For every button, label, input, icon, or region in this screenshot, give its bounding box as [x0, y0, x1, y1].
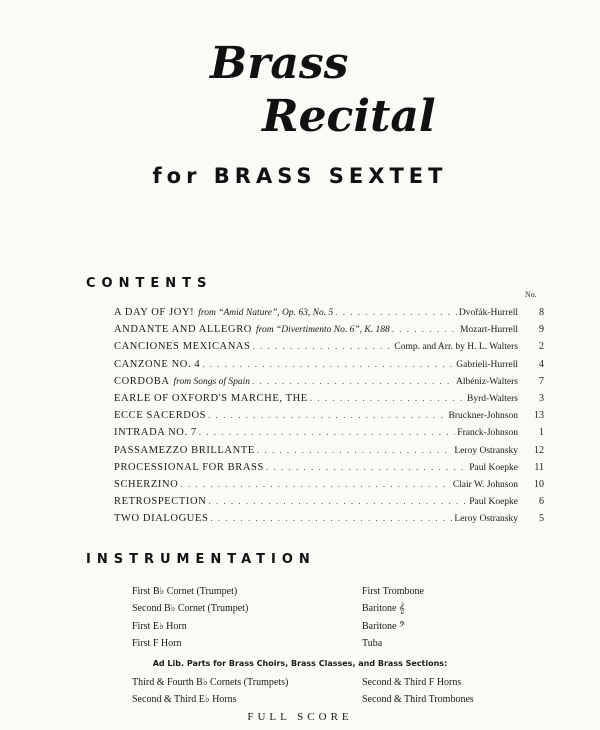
- piece-number: 4: [539, 358, 544, 370]
- piece-arranger: Franck-Johnson: [457, 428, 518, 439]
- leader-dots: [202, 359, 454, 369]
- contents-item: [114, 341, 544, 358]
- contents-list: [114, 307, 544, 530]
- piece-title: RETROSPECTION: [114, 496, 207, 508]
- leader-dots: [310, 393, 465, 403]
- piece-arranger: Albéniz-Walters: [455, 376, 518, 387]
- instrument-item: First E♭ Horn: [132, 620, 187, 632]
- contents-item: [114, 445, 544, 462]
- instrument-item: Baritone 𝄞: [362, 603, 405, 615]
- piece-number: 7: [539, 375, 544, 387]
- piece-arranger: Paul Koepke: [469, 462, 518, 473]
- piece-number: 6: [539, 496, 544, 508]
- piece-title: CANCIONES MEXICANAS: [114, 341, 251, 353]
- adlib-list-left: [132, 674, 288, 709]
- piece-source: from “Amid Nature”, Op. 63, No. 5: [198, 308, 334, 318]
- leader-dots: [253, 341, 393, 351]
- contents-heading: CONTENTS: [86, 276, 213, 291]
- piece-arranger: Gabrieli-Hurrell: [456, 359, 518, 370]
- instrument-list-right: [362, 583, 424, 653]
- subtitle: for BRASS SEXTET: [152, 164, 448, 188]
- piece-source: from “Divertimento No. 6”, K. 188: [255, 325, 390, 336]
- leader-dots: [199, 427, 456, 437]
- piece-number: 9: [539, 324, 544, 336]
- instrument-item: Second B♭ Cornet (Trumpet): [132, 603, 249, 615]
- leader-dots: [252, 376, 454, 386]
- full-score-label: FULL SCORE: [247, 711, 353, 723]
- piece-title: ECCE SACERDOS: [114, 410, 207, 422]
- contents-item: [114, 513, 544, 530]
- number-column-label: No.: [525, 290, 537, 299]
- piece-number: 5: [539, 513, 544, 525]
- piece-number: 3: [539, 392, 544, 404]
- piece-number: 8: [539, 307, 544, 318]
- title-recital: Recital: [262, 91, 436, 142]
- piece-title: SCHERZINO: [114, 478, 179, 490]
- leader-dots: [266, 462, 467, 472]
- piece-arranger: Mozart-Hurrell: [459, 325, 518, 336]
- adlib-heading: Ad Lib. Parts for Brass Choirs, Brass Classes, and Brass Sections:: [152, 659, 448, 668]
- leader-dots: [392, 324, 458, 334]
- instrument-item: Tuba: [362, 638, 383, 650]
- leader-dots: [180, 479, 450, 489]
- instrument-item: Third & Fourth B♭ Cornets (Trumpets): [132, 677, 289, 688]
- instrument-item: Second & Third F Horns: [362, 677, 462, 688]
- piece-arranger: Leroy Ostransky: [454, 514, 518, 525]
- contents-item: [114, 324, 544, 341]
- piece-arranger: Byrd-Walters: [467, 393, 518, 404]
- piece-source: from Songs of Spain: [173, 376, 250, 387]
- leader-dots: [208, 496, 467, 506]
- instrument-item: Second & Third E♭ Horns: [132, 694, 237, 706]
- instrument-item: First B♭ Cornet (Trumpet): [132, 586, 238, 597]
- contents-item: [114, 359, 544, 376]
- instrument-item: Baritone 𝄢: [362, 620, 406, 632]
- piece-title: A DAY OF JOY!: [114, 307, 195, 318]
- adlib-list-right: [362, 674, 474, 709]
- contents-item: [114, 462, 544, 479]
- contents-item: [114, 427, 544, 444]
- contents-item: [114, 393, 544, 410]
- piece-arranger: Leroy Ostransky: [454, 445, 518, 456]
- instrument-item: First F Horn: [132, 638, 182, 650]
- piece-arranger: Dvořák-Hurrell: [458, 308, 518, 318]
- instrument-list-left: [132, 583, 248, 653]
- contents-item: [114, 410, 544, 427]
- piece-title: PROCESSIONAL FOR BRASS: [114, 461, 264, 473]
- instrument-item: Second & Third Trombones: [362, 694, 474, 706]
- piece-title: CANZONE NO. 4: [114, 358, 201, 370]
- contents-item: [114, 479, 544, 496]
- piece-title: INTRADA NO. 7: [114, 427, 197, 439]
- piece-title: EARLE OF OXFORD'S MARCHE, THE: [114, 392, 308, 404]
- piece-arranger: Bruckner-Johnson: [448, 411, 518, 422]
- instrument-item: First Trombone: [362, 586, 424, 597]
- title-brass: Brass: [210, 38, 349, 89]
- leader-dots: [257, 445, 453, 455]
- piece-title: ANDANTE AND ALLEGRO: [114, 324, 252, 336]
- piece-arranger: Clair W. Johnson: [452, 479, 518, 490]
- piece-title: CORDOBA: [114, 375, 170, 387]
- piece-number: 2: [539, 341, 544, 353]
- leader-dots: [208, 410, 446, 420]
- piece-number: 11: [534, 461, 544, 473]
- leader-dots: [335, 307, 457, 317]
- piece-title: TWO DIALOGUES: [114, 513, 209, 525]
- piece-number: 12: [534, 444, 544, 456]
- contents-item: [114, 376, 544, 393]
- instrumentation-heading: INSTRUMENTATION: [86, 552, 316, 567]
- leader-dots: [210, 513, 452, 523]
- contents-item: [114, 307, 544, 324]
- piece-arranger: Comp. and Arr. by H. L. Walters: [394, 342, 518, 353]
- piece-number: 13: [534, 410, 544, 422]
- piece-arranger: Paul Koepke: [469, 497, 518, 508]
- piece-number: 10: [534, 478, 544, 490]
- piece-number: 1: [539, 427, 544, 439]
- piece-title: PASSAMEZZO BRILLANTE: [114, 444, 255, 456]
- contents-item: [114, 496, 544, 513]
